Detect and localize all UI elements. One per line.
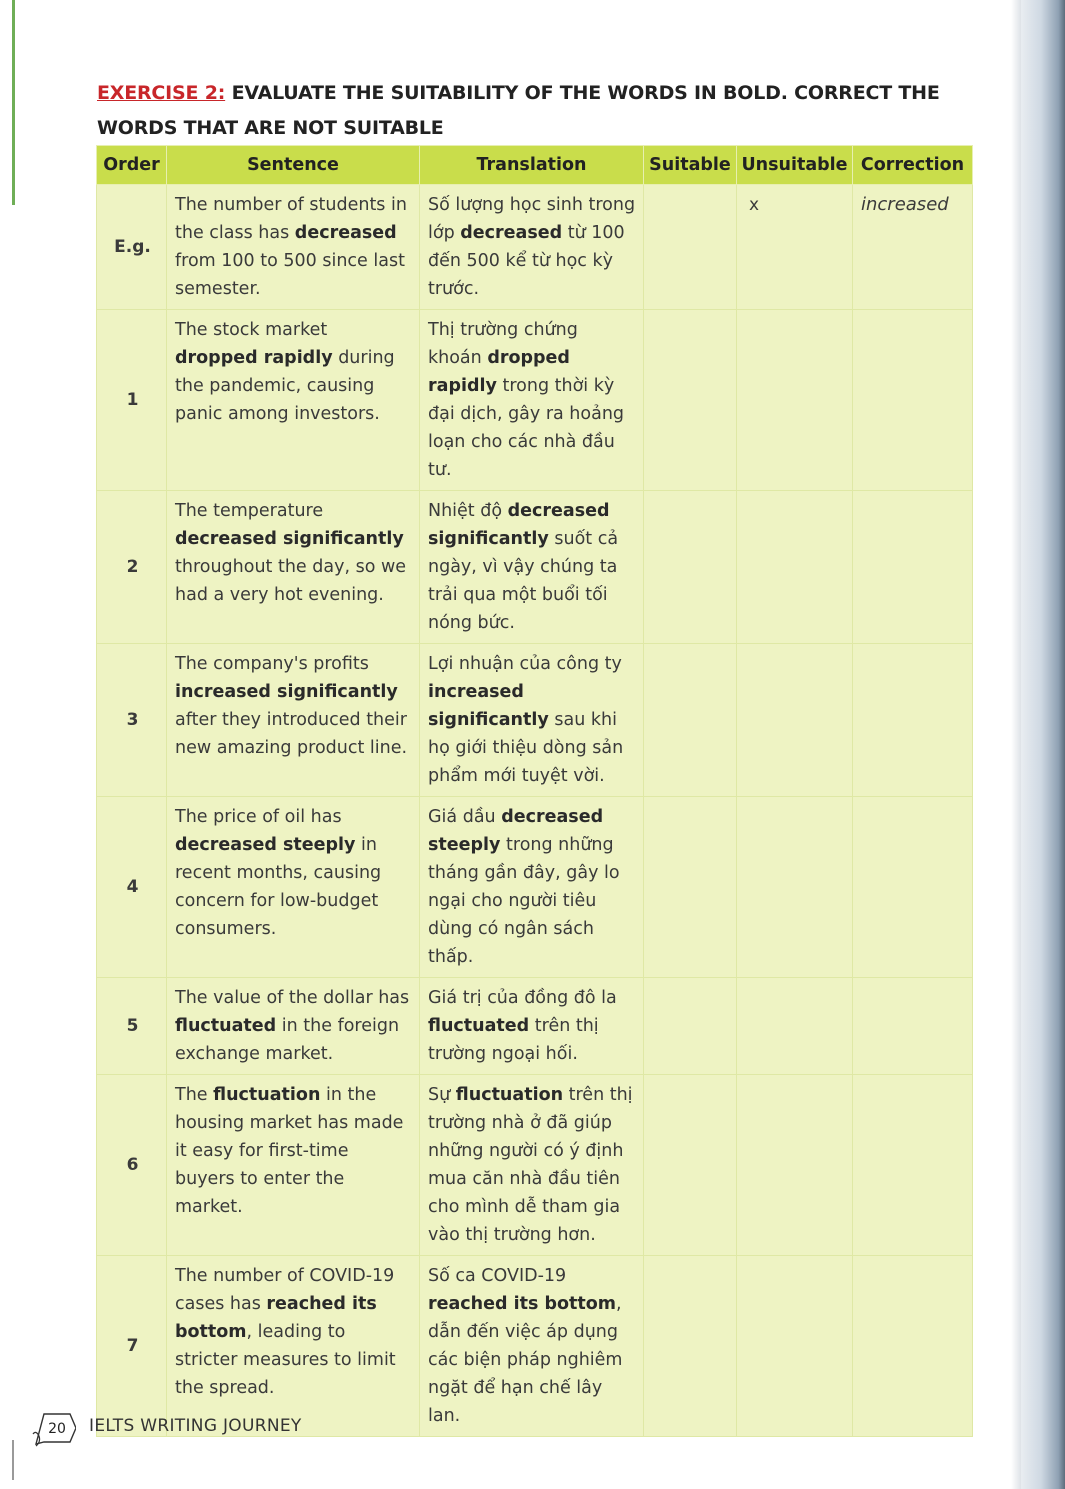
translation-text: Thị trường chứng khoán [428, 320, 578, 368]
sentence-cell [167, 797, 420, 978]
translation-text: Giá dầu [428, 807, 502, 827]
translation-cell [420, 797, 644, 978]
sentence-text: The company's profits [175, 654, 369, 674]
translation-bold-words: fluctuated [428, 1016, 530, 1036]
unsuitable-cell[interactable] [737, 1256, 853, 1437]
page-number: 20 [48, 1421, 66, 1437]
correction-cell[interactable] [853, 1075, 973, 1256]
table-row [97, 644, 973, 797]
unsuitable-cell[interactable]: x [737, 185, 853, 310]
sentence-text: The temperature [175, 501, 324, 521]
unsuitable-cell[interactable] [737, 310, 853, 491]
translation-text: sau khi họ giới thiệu dòng sản phẩm mới tuyệt vời. [428, 710, 624, 786]
sentence-text: after they introduced their new amazing product line. [175, 710, 408, 758]
sentence-bold-words: fluctuation [213, 1085, 321, 1105]
left-margin-mark [12, 1440, 14, 1480]
correction-cell[interactable] [853, 1256, 973, 1437]
sentence-bold-words: decreased [294, 223, 397, 243]
correction-cell[interactable] [853, 978, 973, 1075]
sentence-cell [167, 491, 420, 644]
table-row [97, 797, 973, 978]
translation-text: Sự [428, 1085, 456, 1105]
sentence-text: in the housing market has made it easy for first-time buyers to enter the market. [175, 1085, 404, 1217]
book-title: IELTS WRITING JOURNEY [89, 1416, 302, 1436]
sentence-text: The stock market [175, 320, 328, 340]
sentence-cell [167, 185, 420, 310]
sentence-cell [167, 1256, 420, 1437]
translation-text: trong những tháng gần đây, gây lo ngại cho người tiêu dùng có ngân sách thấp. [428, 835, 620, 967]
exercise-table [96, 145, 973, 1437]
sentence-bold-words: decreased significantly [175, 529, 404, 549]
table-row [97, 491, 973, 644]
exercise-label: EXERCISE 2: [97, 82, 226, 104]
translation-text: , dẫn đến việc áp dụng các biện pháp nghiêm ngặt để hạn chế lây lan. [428, 1294, 623, 1426]
translation-bold-words: reached its bottom [428, 1294, 617, 1314]
translation-bold-words: decreased [460, 223, 563, 243]
sentence-text: , leading to stricter measures to limit the spread. [175, 1322, 396, 1398]
translation-cell [420, 1075, 644, 1256]
translation-cell [420, 644, 644, 797]
correction-cell[interactable] [853, 310, 973, 491]
translation-bold-words: dropped rapidly [428, 348, 570, 396]
translation-bold-words: decreased steeply [428, 807, 604, 855]
sentence-text: The value of the dollar has [175, 988, 410, 1008]
translation-cell [420, 1256, 644, 1437]
header-order: Order [97, 146, 167, 185]
header-suitable: Suitable [644, 146, 737, 185]
sentence-cell [167, 978, 420, 1075]
suitable-cell[interactable] [644, 797, 737, 978]
translation-text: Lợi nhuận của công ty [428, 654, 622, 674]
table-body [97, 185, 973, 1437]
book-edge [1021, 0, 1065, 1489]
suitable-cell[interactable] [644, 185, 737, 310]
order-cell: 2 [97, 491, 167, 644]
order-cell: 5 [97, 978, 167, 1075]
sentence-cell [167, 310, 420, 491]
sentence-bold-words: reached its bottom [175, 1294, 377, 1342]
correction-cell[interactable]: increased [853, 185, 973, 310]
suitable-cell[interactable] [644, 1256, 737, 1437]
sentence-bold-words: fluctuated [175, 1016, 277, 1036]
order-cell: 1 [97, 310, 167, 491]
sentence-bold-words: dropped rapidly [175, 348, 333, 368]
suitable-cell[interactable] [644, 491, 737, 644]
unsuitable-cell[interactable] [737, 644, 853, 797]
header-translation: Translation [420, 146, 644, 185]
sentence-bold-words: decreased steeply [175, 835, 356, 855]
unsuitable-cell[interactable] [737, 491, 853, 644]
page-badge-icon [30, 1404, 76, 1450]
header-correction: Correction [853, 146, 973, 185]
header-unsuitable: Unsuitable [737, 146, 853, 185]
exercise-instruction: EVALUATE THE SUITABILITY OF THE WORDS IN BOLD. CORRECT THE WORDS THAT ARE NOT SUITABLE [97, 82, 940, 139]
sentence-cell [167, 1075, 420, 1256]
translation-text: trên thị trường ngoại hối. [428, 1016, 599, 1064]
translation-cell [420, 491, 644, 644]
sentence-text: during the pandemic, causing panic among investors. [175, 348, 395, 424]
sentence-text: in the foreign exchange market. [175, 1016, 400, 1064]
order-cell: 3 [97, 644, 167, 797]
sentence-text: The price of oil has [175, 807, 342, 827]
sentence-bold-words: increased significantly [175, 682, 398, 702]
unsuitable-cell[interactable] [737, 1075, 853, 1256]
translation-text: Nhiệt độ [428, 501, 508, 521]
unsuitable-cell[interactable] [737, 978, 853, 1075]
suitable-cell[interactable] [644, 310, 737, 491]
table-row [97, 310, 973, 491]
header-sentence: Sentence [167, 146, 420, 185]
sentence-text: The [175, 1085, 214, 1105]
page-gutter-shadow [1011, 0, 1021, 1489]
translation-cell [420, 185, 644, 310]
translation-bold-words: decreased significantly [428, 501, 610, 549]
order-cell: E.g. [97, 185, 167, 310]
translation-text: suốt cả ngày, vì vậy chúng ta trải qua một buổi tối nóng bức. [428, 529, 619, 633]
table-header-row [97, 146, 973, 185]
correction-cell[interactable] [853, 797, 973, 978]
translation-text: trên thị trường nhà ở đã giúp những người có ý định mua căn nhà đầu tiên cho mình dễ tham gia vào thị trường hơn. [428, 1085, 633, 1245]
exercise-title [97, 76, 977, 146]
unsuitable-cell[interactable] [737, 797, 853, 978]
table-row [97, 1256, 973, 1437]
translation-text: trong thời kỳ đại dịch, gây ra hoảng loạn cho các nhà đầu tư. [428, 376, 625, 480]
translation-text: Số ca COVID-19 [428, 1266, 567, 1286]
sentence-text: in recent months, causing concern for low-budget consumers. [175, 835, 382, 939]
correction-cell[interactable] [853, 644, 973, 797]
left-margin-rule [12, 0, 15, 205]
sentence-text: The number of students in the class has [175, 195, 407, 243]
translation-cell [420, 978, 644, 1075]
sentence-text: from 100 to 500 since last semester. [175, 251, 405, 299]
translation-bold-words: fluctuation [455, 1085, 564, 1105]
translation-cell [420, 310, 644, 491]
sentence-cell [167, 644, 420, 797]
correction-cell[interactable] [853, 491, 973, 644]
order-cell: 6 [97, 1075, 167, 1256]
order-cell: 7 [97, 1256, 167, 1437]
table-row [97, 185, 973, 310]
translation-text: Số lượng học sinh trong lớp [428, 195, 636, 243]
suitable-cell[interactable] [644, 1075, 737, 1256]
table-row [97, 1075, 973, 1256]
translation-text: từ 100 đến 500 kể từ học kỳ trước. [428, 223, 625, 299]
sentence-text: throughout the day, so we had a very hot evening. [175, 557, 407, 605]
suitable-cell[interactable] [644, 978, 737, 1075]
table-row [97, 978, 973, 1075]
page-number-badge [30, 1404, 76, 1450]
suitable-cell[interactable] [644, 644, 737, 797]
translation-text: Giá trị của đồng đô la [428, 988, 617, 1008]
order-cell: 4 [97, 797, 167, 978]
translation-bold-words: increased significantly [428, 682, 549, 730]
sentence-text: The number of COVID-19 cases has [175, 1266, 395, 1314]
